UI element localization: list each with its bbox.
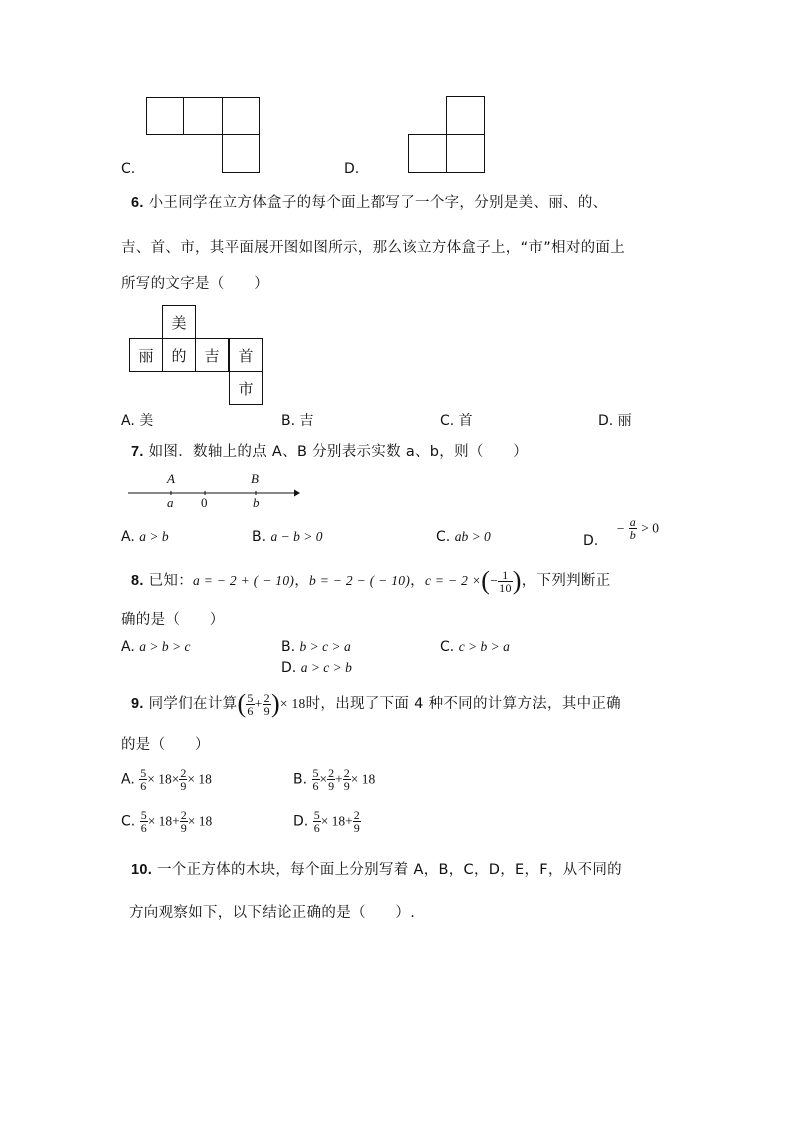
net-cell-de: 的 xyxy=(162,338,196,372)
q6-option-c[interactable]: C. 首 xyxy=(440,413,473,429)
q6-option-d[interactable]: D. 丽 xyxy=(598,413,632,429)
q7-option-b[interactable]: B. a − b > 0 xyxy=(252,529,323,545)
q8-option-b[interactable]: B. b > c > a xyxy=(281,639,351,655)
net-cell-ji: 吉 xyxy=(195,338,229,372)
q9-question-line2: 的是（ ） xyxy=(121,737,210,753)
point-a-label: a xyxy=(167,495,174,510)
q8-question-line2: 确的是（ ） xyxy=(121,612,225,628)
q8-option-c[interactable]: C. c > b > a xyxy=(440,639,510,655)
origin-label: 0 xyxy=(201,495,208,510)
net-cell-li: 丽 xyxy=(129,338,163,372)
q10-question-line2: 方向观察如下，以下结论正确的是（ ）. xyxy=(129,905,416,921)
q9-option-b[interactable]: B. $\frac{5}{6}$ × $\frac{2}{9}$ + $\frac{2}{9}$ × 18 xyxy=(293,766,376,793)
q7-option-c[interactable]: C. ab > 0 xyxy=(436,529,491,545)
q6-option-a[interactable]: A. 美 xyxy=(121,413,154,429)
q8-question-line1: 8. 已知：a = − 2 + ( − 10)，b = − 2 − ( − 10)，c = − 2 ×(− $\frac{1}{10}$ )，下列判断正 xyxy=(131,566,611,595)
q9-option-d[interactable]: D. $\frac{5}{6}$ × 18+ $\frac{2}{9}$ xyxy=(293,808,360,835)
q7-option-d[interactable]: D. − $\frac{a}{b}$ > 0 xyxy=(583,515,659,549)
q5-option-d-label: D. xyxy=(344,161,360,177)
q9-option-a[interactable]: A. $\frac{5}{6}$ × 18× $\frac{2}{9}$ × 18 xyxy=(121,766,212,793)
q7-question: 7. 如图．数轴上的点 A、B 分别表示实数 a、b，则（ ） xyxy=(131,444,529,460)
net-cell-mei: 美 xyxy=(162,305,196,339)
point-A-label: A xyxy=(167,471,175,486)
q9-option-c[interactable]: C. $\frac{5}{6}$ × 18+ $\frac{2}{9}$ × 18 xyxy=(121,808,213,835)
q8-option-d[interactable]: D. a > c > b xyxy=(281,660,352,676)
point-B-label: B xyxy=(251,471,259,486)
net-cell-shou: 首 xyxy=(229,338,263,372)
q6-line1: 6. 小王同学在立方体盒子的每个面上都写了一个字，分别是美、丽、的、 xyxy=(131,195,608,211)
q10-question-line1: 10. 一个正方体的木块，每个面上分别写着 A，B，C，D，E，F，从不同的 xyxy=(131,862,622,878)
net-cell-shi: 市 xyxy=(229,371,263,405)
q8-option-a[interactable]: A. a > b > c xyxy=(121,639,191,655)
q9-question-line1: 9. 同学们在计算( $\frac{5}{6}$ + $\frac{2}{9}$ )× 18时，出现了下面 4 种不同的计算方法，其中正确 xyxy=(131,689,621,718)
q6-line3: 所写的文字是（ ） xyxy=(121,276,269,292)
number-line-svg xyxy=(124,470,304,515)
q6-line2: 吉、首、市，其平面展开图如图所示，那么该立方体盒子上，“市”相对的面上 xyxy=(121,240,626,256)
q7-option-a[interactable]: A. a > b xyxy=(121,529,169,545)
point-b-label: b xyxy=(253,495,260,510)
q5-option-c-label: C. xyxy=(121,161,136,177)
q6-option-b[interactable]: B. 吉 xyxy=(281,413,314,429)
